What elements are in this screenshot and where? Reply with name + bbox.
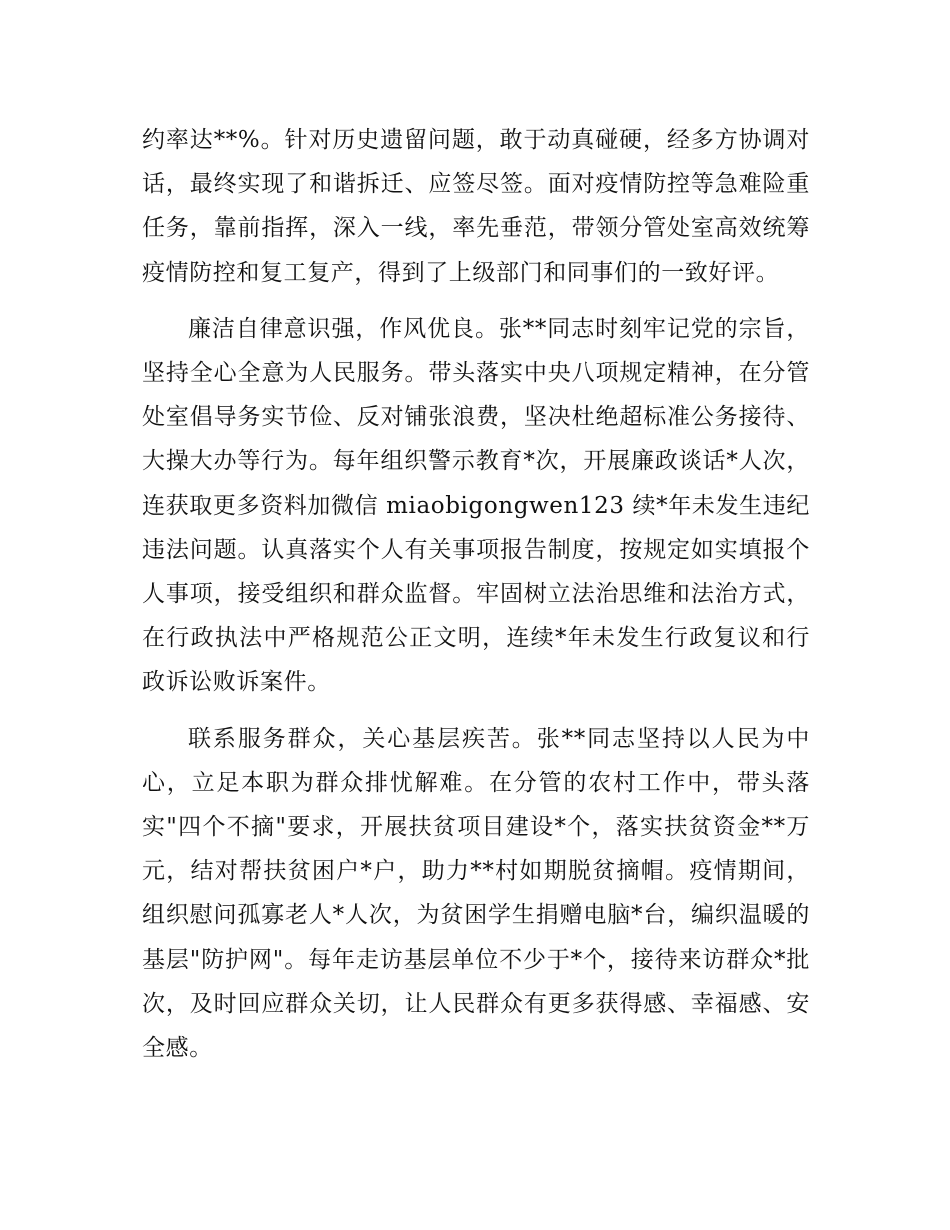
paragraph-integrity: 廉洁自律意识强，作风优良。张**同志时刻牢记党的宗旨，坚持全心全意为人民服务。带头落实中央八项规定精神，在分管处室倡导务实节俭、反对铺张浪费，坚决杜绝超标准公务接待、大操大办等行为。每年组织警示教育*次，开展廉政谈话*人次，连获取更多资料加微信 miaobigongwen123 续*年未发生违纪违法问题。认真落实个人有关事项报告制度，按规定如实填报个人事项，接受组织和群众监督。牢固树立法治思维和法治方式，在行政执法中严格规范公正文明，连续*年未发生行政复议和行政诉讼败诉案件。	[142, 315, 810, 696]
document-body	[142, 118, 810, 1070]
paragraph-continuation: 约率达**%。针对历史遗留问题，敢于动真碰硬，经多方协调对话，最终实现了和谐拆迁、应签尽签。面对疫情防控等急难险重任务，靠前指挥，深入一线，率先垂范，带领分管处室高效统筹疫情防控和复工复产，得到了上级部门和同事们的一致好评。	[142, 127, 810, 286]
paragraph-public-service: 联系服务群众，关心基层疾苦。张**同志坚持以人民为中心，立足本职为群众排忧解难。在分管的农村工作中，带头落实"四个不摘"要求，开展扶贫项目建设*个，落实扶贫资金**万元，结对帮扶贫困户*户，助力**村如期脱贫摘帽。疫情期间，组织慰问孤寡老人*人次，为贫困学生捐赠电脑*台，编织温暖的基层"防护网"。每年走访基层单位不少于*个，接待来访群众*批次，及时回应群众关切，让人民群众有更多获得感、幸福感、安全感。	[142, 725, 810, 1062]
